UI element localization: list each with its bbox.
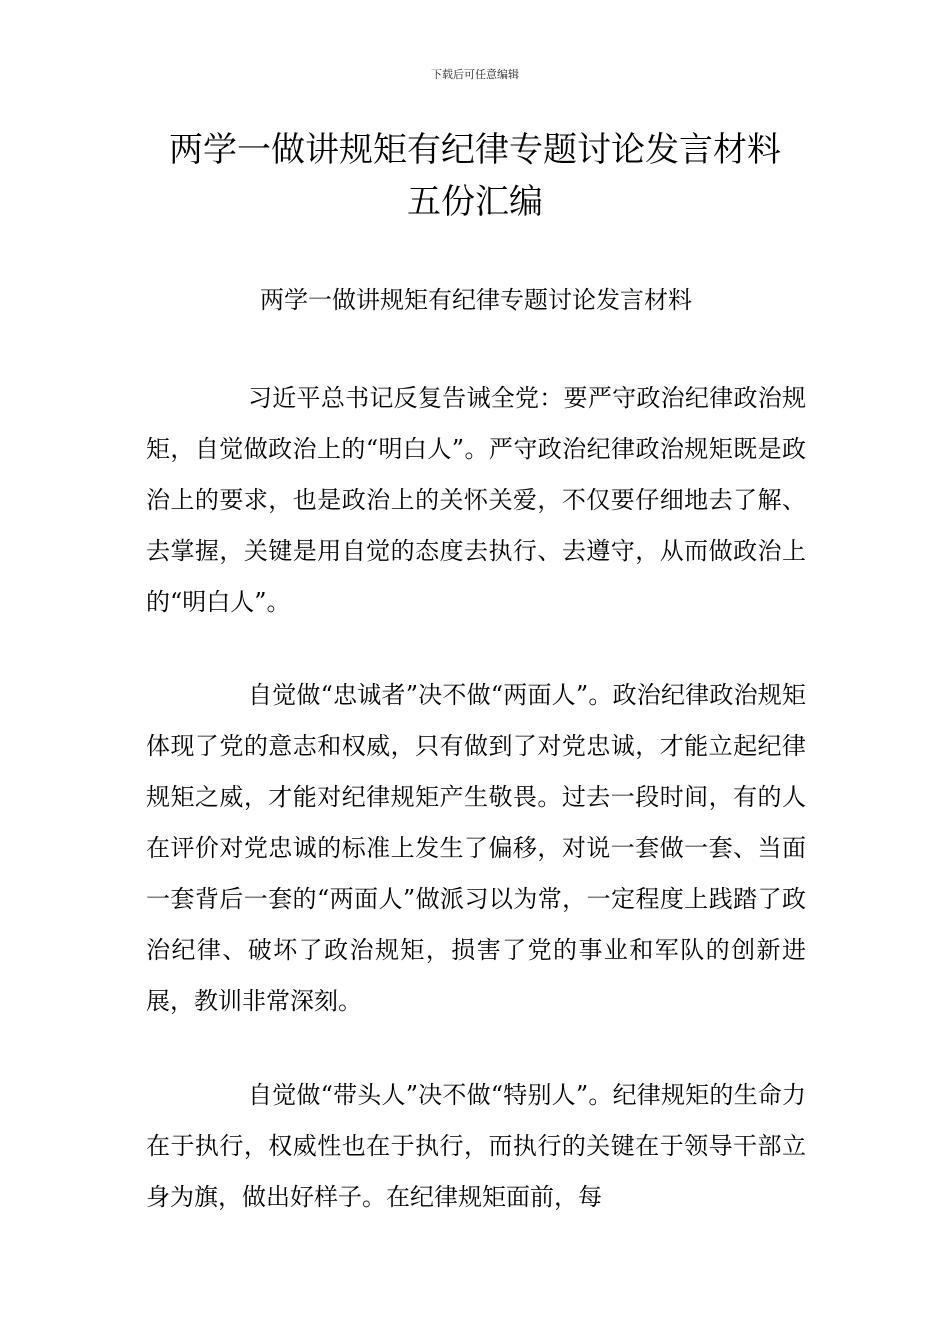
header-note: 下载后可任意编辑 xyxy=(431,68,519,81)
document-title xyxy=(100,124,850,228)
body-paragraph: 自觉做“忠诚者”决不做“两面人”。政治纪律政治规矩体现了党的意志和权威，只有做到了对党忠诚，才能立起纪律规矩之威，才能对纪律规矩产生敬畏。过去一段时间，有的人在评价对党忠诚的标准上发生了偏移，对说一套做一套、当面一套背后一套的“两面人”做派习以为常，一定程度上践踏了政治纪律、破坏了政治规矩，损害了党的事业和军队的创新进展，教训非常深刻。 xyxy=(146,681,806,1015)
title-line-2: 五份汇编 xyxy=(407,182,543,222)
body-paragraph: 习近平总书记反复告诫全党：要严守政治纪律政治规矩，自觉做政治上的“明白人”。严守政治纪律政治规矩既是政治上的要求，也是政治上的关怀关爱，不仅要仔细地去了解、去掌握，关键是用自觉的态度去执行、去遵守，从而做政治上的“明白人”。 xyxy=(146,384,806,616)
body-paragraph: 自觉做“带头人”决不做“特别人”。纪律规矩的生命力在于执行，权威性也在于执行，而执行的关键在于领导干部立身为旗，做出好样子。在纪律规矩面前，每 xyxy=(146,1081,806,1211)
section-subtitle: 两学一做讲规矩有纪律专题讨论发言材料 xyxy=(260,286,692,314)
title-line-1: 两学一做讲规矩有纪律专题讨论发言材料 xyxy=(169,130,781,170)
